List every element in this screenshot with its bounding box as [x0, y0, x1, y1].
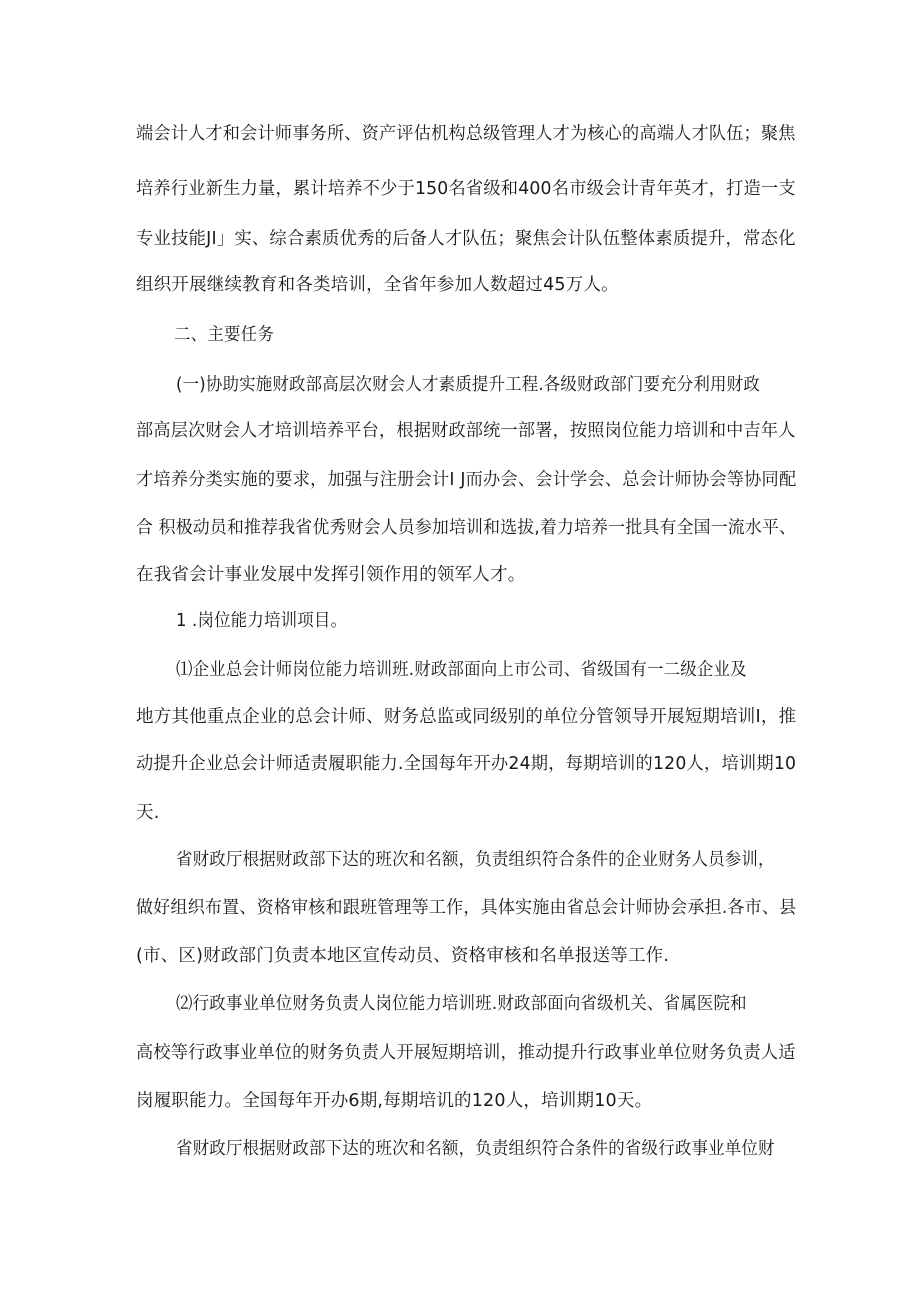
subsection-heading: 1 .岗位能力培训项目。	[176, 611, 348, 631]
paragraph-line: (市、区)财政部门负责本地区宣传动员、资格审核和名单报送等工作.	[136, 946, 670, 966]
paragraph-line: 动提升企业总会计师适责履职能力.全国每年开办24期，每期培训的120人，培训期10	[136, 754, 797, 774]
paragraph-line: ⑵行政事业单位财务负责人岗位能力培训班.财政部面向省级机关、省属医院和	[176, 994, 747, 1014]
paragraph-line: 做好组织布置、资格审核和跟班管理等工作，具体实施由省总会计师协会承担.各市、县	[136, 898, 797, 918]
paragraph-line: 省财政厅根据财政部下达的班次和名额，负责组织符合条件的省级行政事业单位财	[176, 1139, 775, 1159]
paragraph-line: ⑴企业总会计师岗位能力培训班.财政部面向上市公司、省级国有一二级企业及	[176, 660, 747, 680]
paragraph-line: 端会计人才和会计师事务所、资产评估机构总级管理人才为核心的高端人才队伍；聚焦	[136, 124, 796, 144]
section-heading: 二、主要任务	[174, 325, 275, 345]
paragraph-line: 岗履职能力。全国每年开办6期,每期培讥的120人，培训期10天。	[136, 1091, 653, 1111]
paragraph-line: 在我省会计事业发展中发挥引领作用的领军人才。	[136, 565, 526, 585]
paragraph-line: 组织开展继续教育和各类培训，全省年参加人数超过45万人。	[136, 275, 619, 295]
paragraph-line: 省财政厅根据财政部下达的班次和名额，负责组织符合条件的企业财务人员参训，	[176, 850, 775, 870]
paragraph-line: 才培养分类实施的要求，加强与注册会计I J而办会、会计学会、总会计师协会等协同配	[136, 470, 797, 490]
paragraph-line: 培养行业新生力量，累计培养不少于150名省级和400名市级会计青年英才，打造一支	[136, 179, 796, 199]
paragraph-line: 地方其他重点企业的总会计师、财务总监或同级别的单位分管领导开展短期培训I，推	[136, 707, 797, 727]
paragraph-line: 合 积极动员和推荐我省优秀财会人员参加培训和选拔,着力培养一批具有全国一流水平、	[136, 518, 797, 538]
paragraph-line: 天.	[136, 803, 160, 823]
paragraph-line: (一)协助实施财政部高层次财会人才素质提升工程.各级财政部门要充分利用财政	[176, 375, 760, 395]
paragraph-line: 高校等行政事业单位的财务负责人开展短期培训，推动提升行政事业单位财务负责人适	[136, 1043, 796, 1063]
paragraph-line: 专业技能JI」实、综合素质优秀的后备人才队伍；聚焦会计队伍整体素质提升，常态化	[136, 229, 796, 249]
paragraph-line: 部高层次财会人才培训培养平台，根据财政部统一部署，按照岗位能力培训和中吉年人	[136, 421, 796, 441]
